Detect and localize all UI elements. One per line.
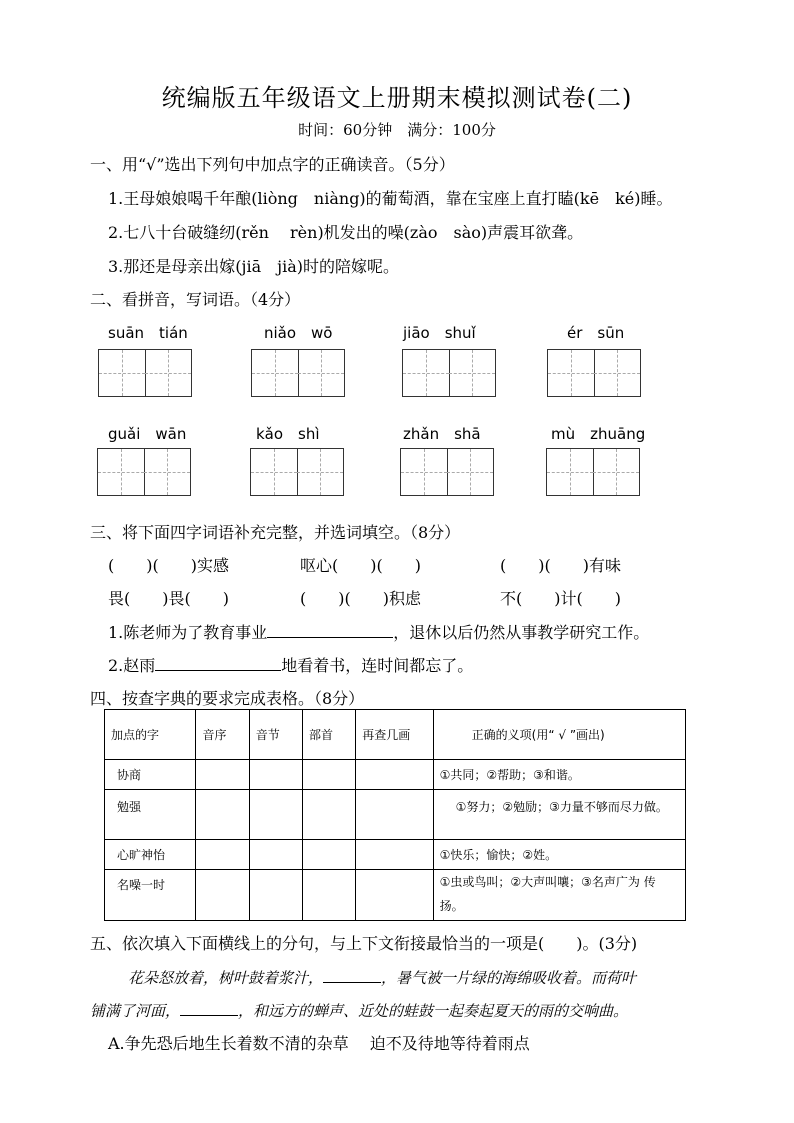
col-header: 音节: [249, 710, 302, 760]
writing-grid[interactable]: [400, 448, 494, 496]
col-header: 加点的字: [105, 710, 196, 760]
fill-sentence-2: [108, 653, 473, 676]
pinyin-4: ér sūn: [567, 324, 625, 342]
row-word: 勉强: [105, 790, 196, 840]
row-meanings: ①快乐；愉快；②姓。: [433, 840, 685, 870]
answer-cell[interactable]: [196, 760, 249, 790]
passage-text: 铺满了河面，: [90, 1002, 181, 1020]
passage-text: ，和远方的蝉声、近处的蛙鼓一起奏起夏天的雨的交响曲。: [238, 1002, 629, 1020]
table-row: [105, 790, 686, 840]
page-title: 统编版五年级语文上册期末模拟测试卷(二): [161, 84, 633, 112]
section-1-heading: 一、用“√”选出下列句中加点字的正确读音。（5分）: [90, 155, 455, 174]
s1-item-1: 1.王母娘娘喝千年酿(liòng niàng)的葡萄酒，靠在宝座上直打瞌(kē ké)睡。: [108, 189, 673, 208]
table-row: [105, 840, 686, 870]
writing-grid[interactable]: [98, 349, 192, 397]
writing-grid[interactable]: [250, 448, 344, 496]
writing-grid[interactable]: [402, 349, 496, 397]
fill-sentence-2-end: 地看着书，连时间都忘了。: [281, 656, 474, 675]
exam-time-score: 时间：60分钟 满分：100分: [298, 121, 496, 139]
section-2-heading: 二、看拼音，写词语。（4分）: [90, 290, 301, 309]
row-meanings: ①努力；②勉励；③力量不够而尽力做。: [433, 790, 685, 840]
table-row: [105, 760, 686, 790]
answer-cell[interactable]: [356, 870, 433, 921]
s1-item-3: 3.那还是母亲出嫁(jiā jià)时的陪嫁呢。: [108, 257, 399, 276]
passage-blank[interactable]: [323, 966, 381, 983]
answer-cell[interactable]: [303, 870, 356, 921]
fill-sentence-1-start: 1.陈老师为了教育事业: [108, 623, 268, 642]
pinyin-5: guǎi wān: [108, 425, 187, 443]
row-meanings: ①共同；②帮助；③和谐。: [433, 760, 685, 790]
dictionary-table: [104, 709, 686, 921]
answer-cell[interactable]: [249, 870, 302, 921]
writing-grid[interactable]: [547, 349, 641, 397]
answer-cell[interactable]: [303, 760, 356, 790]
fill-sentence-1: [108, 620, 649, 643]
answer-cell[interactable]: [196, 790, 249, 840]
idiom-3: ( )( )有味: [500, 556, 621, 575]
passage-text: 花朵怒放着，树叶鼓着浆汁，: [128, 969, 324, 987]
answer-cell[interactable]: [249, 790, 302, 840]
passage-blank[interactable]: [180, 999, 238, 1016]
answer-cell[interactable]: [356, 790, 433, 840]
section-5-heading: 五、依次填入下面横线上的分句，与上下文衔接最恰当的一项是( )。(3分): [90, 934, 638, 953]
row-word: 心旷神怡: [105, 840, 196, 870]
section-4-heading: 四、按查字典的要求完成表格。（8分）: [90, 689, 365, 708]
col-header: 正确的义项(用“ √ ”画出): [433, 710, 685, 760]
col-header: 音序: [196, 710, 249, 760]
row-word: 名噪一时: [105, 870, 196, 921]
table-row: [105, 870, 686, 921]
pinyin-2: niǎo wō: [264, 324, 333, 342]
pinyin-6: kǎo shì: [256, 425, 320, 443]
answer-cell[interactable]: [196, 870, 249, 921]
section-3-heading: 三、将下面四字词语补充完整，并选词填空。（8分）: [90, 523, 461, 542]
writing-grid[interactable]: [97, 448, 191, 496]
answer-blank[interactable]: [267, 621, 393, 638]
answer-cell[interactable]: [249, 760, 302, 790]
answer-cell[interactable]: [303, 790, 356, 840]
col-header: 再查几画: [356, 710, 433, 760]
idiom-4: 畏( )畏( ): [108, 589, 229, 608]
answer-cell[interactable]: [356, 840, 433, 870]
fill-sentence-1-end: ，退休以后仍然从事教学研究工作。: [393, 623, 650, 642]
answer-blank[interactable]: [155, 654, 281, 671]
col-header: 部首: [303, 710, 356, 760]
passage-text: ，暑气被一片绿的海绵吸收着。而荷叶: [381, 969, 637, 987]
option-a[interactable]: A.争先恐后地生长着数不清的杂草 迫不及待地等待着雨点: [108, 1034, 530, 1053]
passage-line-2: [90, 999, 628, 1021]
answer-cell[interactable]: [249, 840, 302, 870]
idiom-5: ( )( )积虑: [300, 589, 421, 608]
answer-cell[interactable]: [356, 760, 433, 790]
row-word: 协商: [105, 760, 196, 790]
answer-cell[interactable]: [196, 840, 249, 870]
answer-cell[interactable]: [303, 840, 356, 870]
writing-grid[interactable]: [251, 349, 345, 397]
table-header-row: [105, 710, 686, 760]
pinyin-3: jiāo shuǐ: [403, 324, 476, 342]
pinyin-8: mù zhuāng: [551, 425, 646, 443]
s1-item-2: 2.七八十台破缝纫(rěn rèn)机发出的噪(zào sào)声震耳欲聋。: [108, 223, 584, 242]
row-meanings: ①虫或鸟叫；②大声叫嚷；③名声广为 传扬。: [433, 870, 685, 921]
pinyin-7: zhǎn shā: [403, 425, 481, 443]
idiom-2: 呕心( )( ): [300, 556, 421, 575]
fill-sentence-2-start: 2.赵雨: [108, 656, 156, 675]
writing-grid[interactable]: [546, 448, 640, 496]
idiom-6: 不( )计( ): [500, 589, 621, 608]
passage-line-1: [128, 966, 636, 988]
pinyin-1: suān tián: [108, 324, 188, 342]
idiom-1: ( )( )实感: [108, 556, 229, 575]
